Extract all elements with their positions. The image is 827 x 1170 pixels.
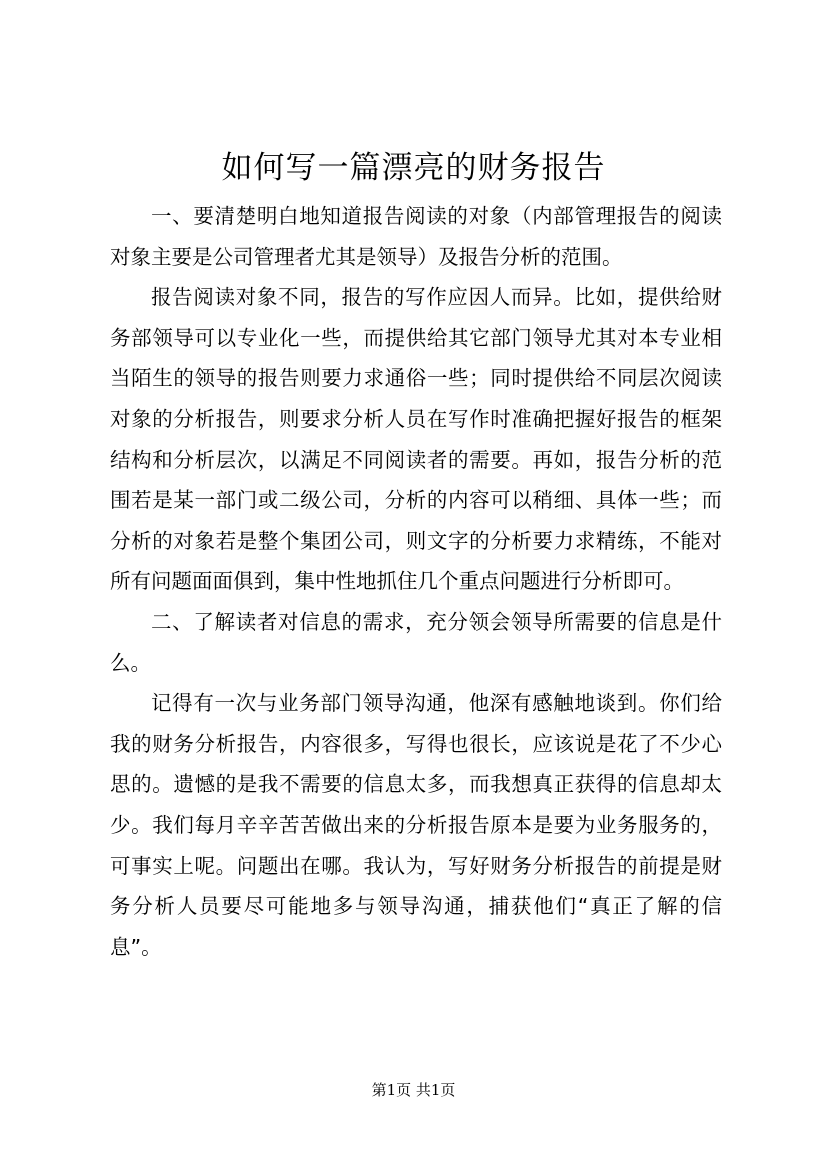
paragraph-section-one-heading: 一、要清楚明白地知道报告阅读的对象（内部管理报告的阅读对象主要是公司管理者尤其是领导）及报告分析的范围。 [110, 204, 722, 269]
paragraph-communication-example: 记得有一次与业务部门领导沟通，他深有感触地谈到。你们给我的财务分析报告，内容很多，写得也很长，应该说是花了不少心思的。遗憾的是我不需要的信息太多，而我想真正获得的信息却太少。我们每月辛辛苦苦做出来的分析报告原本是要为业务服务的，可事实上呢。问题出在哪。我认为，写好财务分析报告的前提是财务分析人员要尽可能地多与领导沟通，捕获他们“真正了解的信息”。 [110, 691, 722, 959]
document-body [110, 196, 722, 967]
paragraph-section-two-heading: 二、了解读者对信息的需求，充分领会领导所需要的信息是什么。 [110, 609, 722, 675]
page-footer: 第1页 共1页 [371, 1081, 456, 1099]
document-title: 如何写一篇漂亮的财务报告 [221, 150, 606, 186]
paragraph-reader-differences: 报告阅读对象不同，报告的写作应因人而异。比如，提供给财务部领导可以专业化一些，而提供给其它部门领导尤其对本专业相当陌生的领导的报告则要力求通俗一些；同时提供给不同层次阅读对象的分析报告，则要求分析人员在写作时准确把握好报告的框架结构和分析层次，以满足不同阅读者的需要。再如，报告分析的范围若是某一部门或二级公司，分析的内容可以稍细、具体一些；而分析的对象若是整个集团公司，则文字的分析要力求精练，不能对所有问题面面俱到，集中性地抓住几个重点问题进行分析即可。 [110, 285, 722, 594]
